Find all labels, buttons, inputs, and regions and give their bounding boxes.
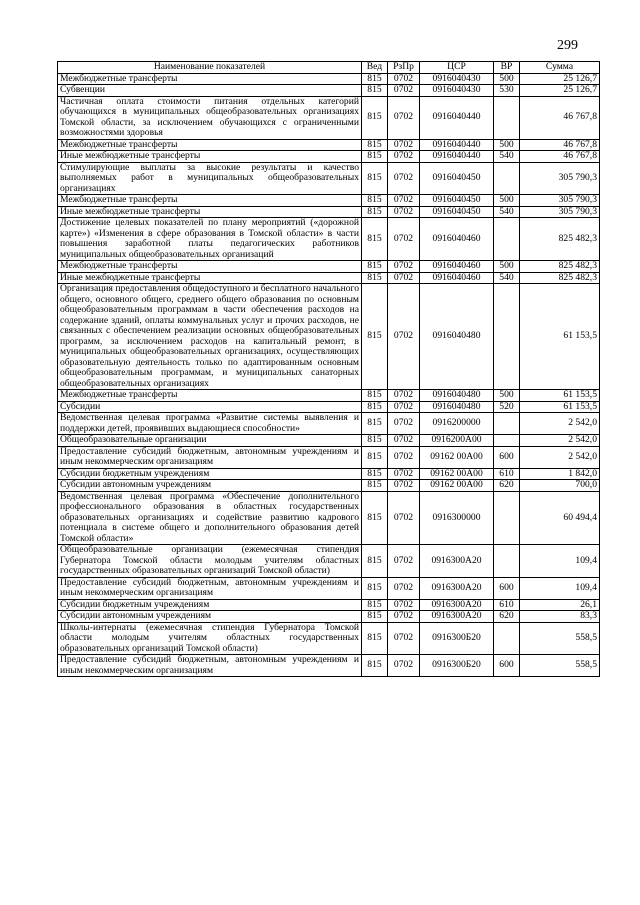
cell-csr: 09162 00А00 [420, 468, 494, 480]
page-number: 299 [557, 38, 578, 53]
cell-name: Субсидии [58, 401, 362, 413]
cell-name: Субсидии автономным учреждениям [58, 480, 362, 492]
cell-sum: 46 767,8 [520, 96, 600, 139]
cell-sum: 700,0 [520, 480, 600, 492]
cell-name: Общеобразовательные организации (ежемесячная стипендия Губернатора Томской области молодым учителям областных государственных образовательных организаций Томской области) [58, 545, 362, 578]
table-row [58, 622, 600, 655]
cell-csr: 0916040440 [420, 96, 494, 139]
cell-sum: 61 153,5 [520, 390, 600, 402]
cell-rzpr: 0702 [388, 206, 420, 218]
cell-sum: 825 482,3 [520, 218, 600, 261]
cell-csr: 0916040480 [420, 390, 494, 402]
cell-name: Иные межбюджетные трансферты [58, 151, 362, 163]
cell-vr: 520 [494, 401, 520, 413]
cell-sum: 46 767,8 [520, 151, 600, 163]
cell-rzpr: 0702 [388, 139, 420, 151]
table-row [58, 390, 600, 402]
cell-csr: 0916040450 [420, 162, 494, 195]
cell-ved: 815 [362, 162, 388, 195]
cell-csr: 0916040460 [420, 218, 494, 261]
table-row [58, 261, 600, 273]
table-row [58, 272, 600, 284]
cell-vr: 620 [494, 480, 520, 492]
cell-csr: 0916040460 [420, 272, 494, 284]
cell-rzpr: 0702 [388, 85, 420, 97]
budget-table [57, 61, 600, 677]
header-vr: ВР [494, 62, 520, 74]
cell-csr: 0916040440 [420, 151, 494, 163]
cell-name: Школы-интернаты (ежемесячная стипендия Губернатора Томской области молодым учителям областных государственных образовательных организаций Томской области) [58, 622, 362, 655]
cell-rzpr: 0702 [388, 599, 420, 611]
cell-vr: 540 [494, 206, 520, 218]
cell-csr: 0916040430 [420, 73, 494, 85]
table-row [58, 655, 600, 677]
cell-ved: 815 [362, 622, 388, 655]
cell-csr: 0916040480 [420, 284, 494, 390]
cell-csr: 0916040460 [420, 261, 494, 273]
cell-vr [494, 162, 520, 195]
cell-ved: 815 [362, 96, 388, 139]
cell-sum: 558,5 [520, 622, 600, 655]
cell-ved: 815 [362, 284, 388, 390]
cell-vr: 620 [494, 611, 520, 623]
cell-rzpr: 0702 [388, 195, 420, 207]
cell-csr: 09162 00А00 [420, 446, 494, 468]
cell-name: Иные межбюджетные трансферты [58, 206, 362, 218]
cell-rzpr: 0702 [388, 545, 420, 578]
cell-ved: 815 [362, 390, 388, 402]
cell-csr: 0916300А20 [420, 545, 494, 578]
cell-ved: 815 [362, 446, 388, 468]
cell-ved: 815 [362, 272, 388, 284]
cell-name: Предоставление субсидий бюджетным, автономным учреждениям и иным некоммерческим организациям [58, 446, 362, 468]
cell-rzpr: 0702 [388, 491, 420, 545]
table-row [58, 491, 600, 545]
table-row [58, 195, 600, 207]
cell-name: Ведомственная целевая программа «Развитие системы выявления и поддержки детей, проявивших выдающиеся способности» [58, 413, 362, 435]
table-row [58, 577, 600, 599]
cell-name: Иные межбюджетные трансферты [58, 272, 362, 284]
cell-rzpr: 0702 [388, 468, 420, 480]
cell-ved: 815 [362, 139, 388, 151]
cell-rzpr: 0702 [388, 446, 420, 468]
cell-name: Предоставление субсидий бюджетным, автономным учреждениям и иным некоммерческим организациям [58, 577, 362, 599]
cell-name: Предоставление субсидий бюджетным, автономным учреждениям и иным некоммерческим организациям [58, 655, 362, 677]
cell-rzpr: 0702 [388, 435, 420, 447]
cell-vr [494, 435, 520, 447]
table-row [58, 162, 600, 195]
header-csr: ЦСР [420, 62, 494, 74]
cell-vr: 600 [494, 577, 520, 599]
table-row [58, 468, 600, 480]
cell-sum: 25 126,7 [520, 73, 600, 85]
cell-rzpr: 0702 [388, 480, 420, 492]
cell-csr: 0916300Б20 [420, 655, 494, 677]
table-row [58, 206, 600, 218]
table-row [58, 599, 600, 611]
cell-csr: 0916200А00 [420, 435, 494, 447]
table-row [58, 85, 600, 97]
cell-vr [494, 218, 520, 261]
cell-name: Субсидии бюджетным учреждениям [58, 599, 362, 611]
cell-csr: 09162 00А00 [420, 480, 494, 492]
table-row [58, 96, 600, 139]
cell-vr: 500 [494, 73, 520, 85]
cell-csr: 0916300А20 [420, 611, 494, 623]
cell-sum: 109,4 [520, 577, 600, 599]
cell-vr [494, 413, 520, 435]
cell-rzpr: 0702 [388, 390, 420, 402]
cell-rzpr: 0702 [388, 151, 420, 163]
cell-ved: 815 [362, 577, 388, 599]
table-row [58, 73, 600, 85]
cell-ved: 815 [362, 218, 388, 261]
table-row [58, 545, 600, 578]
cell-sum: 26,1 [520, 599, 600, 611]
cell-csr: 0916200000 [420, 413, 494, 435]
cell-name: Межбюджетные трансферты [58, 195, 362, 207]
cell-rzpr: 0702 [388, 261, 420, 273]
cell-name: Межбюджетные трансферты [58, 73, 362, 85]
cell-ved: 815 [362, 195, 388, 207]
table-row [58, 284, 600, 390]
cell-ved: 815 [362, 468, 388, 480]
cell-csr: 0916040440 [420, 139, 494, 151]
cell-name: Частичная оплата стоимости питания отдельных категорий обучающихся в муниципальных общеобразовательных организациях Томской области, за исключением обучающихся с ограниченными возможностями здоровья [58, 96, 362, 139]
cell-name: Межбюджетные трансферты [58, 261, 362, 273]
table-row [58, 151, 600, 163]
cell-rzpr: 0702 [388, 73, 420, 85]
cell-sum: 61 153,5 [520, 401, 600, 413]
cell-rzpr: 0702 [388, 272, 420, 284]
cell-ved: 815 [362, 151, 388, 163]
cell-ved: 815 [362, 261, 388, 273]
cell-sum: 558,5 [520, 655, 600, 677]
cell-vr [494, 96, 520, 139]
cell-sum: 305 790,3 [520, 162, 600, 195]
table-header-row [58, 62, 600, 74]
cell-rzpr: 0702 [388, 655, 420, 677]
cell-ved: 815 [362, 85, 388, 97]
cell-ved: 815 [362, 545, 388, 578]
header-name: Наименование показателей [58, 62, 362, 74]
cell-ved: 815 [362, 491, 388, 545]
cell-vr: 540 [494, 272, 520, 284]
cell-ved: 815 [362, 435, 388, 447]
cell-sum: 1 842,0 [520, 468, 600, 480]
cell-vr [494, 284, 520, 390]
header-sum: Сумма [520, 62, 600, 74]
cell-rzpr: 0702 [388, 284, 420, 390]
cell-sum: 2 542,0 [520, 435, 600, 447]
cell-rzpr: 0702 [388, 622, 420, 655]
cell-sum: 46 767,8 [520, 139, 600, 151]
cell-sum: 109,4 [520, 545, 600, 578]
cell-sum: 61 153,5 [520, 284, 600, 390]
cell-sum: 305 790,3 [520, 206, 600, 218]
table-row [58, 401, 600, 413]
cell-vr: 500 [494, 390, 520, 402]
cell-name: Субсидии бюджетным учреждениям [58, 468, 362, 480]
cell-ved: 815 [362, 401, 388, 413]
cell-sum: 825 482,3 [520, 261, 600, 273]
table-row [58, 435, 600, 447]
cell-sum: 60 494,4 [520, 491, 600, 545]
cell-name: Достижение целевых показателей по плану мероприятий («дорожной карте») «Изменения в сфере образования в Томской области» в части повышения заработной платы педагогических работников муниципальных общеобразовательных организаций [58, 218, 362, 261]
cell-name: Стимулирующие выплаты за высокие результаты и качество выполняемых работ в муниципальных общеобразовательных организациях [58, 162, 362, 195]
cell-rzpr: 0702 [388, 611, 420, 623]
cell-sum: 83,3 [520, 611, 600, 623]
cell-name: Организация предоставления общедоступного и бесплатного начального общего, основного общего, среднего общего образования по основным общеобразовательным программам в части обеспечения расходов на содержание зданий, оплаты коммунальных услуг и прочих расходов, не связанных с обеспечением реализации основных общеобразовательных программ, за исключением расходов на капитальный ремонт, в муниципальных общеобразовательных организациях, осуществляющих образовательную деятельность только по адаптированным основным общеобразовательным программам, и муниципальных санаторных общеобразовательных организациях [58, 284, 362, 390]
cell-csr: 0916300А20 [420, 577, 494, 599]
cell-rzpr: 0702 [388, 162, 420, 195]
cell-vr: 500 [494, 261, 520, 273]
cell-ved: 815 [362, 206, 388, 218]
table-row [58, 413, 600, 435]
cell-ved: 815 [362, 73, 388, 85]
cell-csr: 0916040480 [420, 401, 494, 413]
cell-vr: 600 [494, 446, 520, 468]
cell-csr: 0916300000 [420, 491, 494, 545]
cell-csr: 0916040430 [420, 85, 494, 97]
cell-csr: 0916040450 [420, 195, 494, 207]
cell-vr: 610 [494, 599, 520, 611]
cell-vr: 600 [494, 655, 520, 677]
cell-name: Субвенции [58, 85, 362, 97]
cell-vr [494, 545, 520, 578]
cell-ved: 815 [362, 611, 388, 623]
cell-csr: 0916300А20 [420, 599, 494, 611]
cell-rzpr: 0702 [388, 577, 420, 599]
cell-sum: 305 790,3 [520, 195, 600, 207]
table-row [58, 218, 600, 261]
cell-rzpr: 0702 [388, 96, 420, 139]
cell-name: Межбюджетные трансферты [58, 139, 362, 151]
header-ved: Вед [362, 62, 388, 74]
cell-rzpr: 0702 [388, 413, 420, 435]
table-row [58, 139, 600, 151]
cell-sum: 2 542,0 [520, 413, 600, 435]
cell-rzpr: 0702 [388, 401, 420, 413]
cell-vr: 500 [494, 139, 520, 151]
cell-ved: 815 [362, 480, 388, 492]
cell-vr: 500 [494, 195, 520, 207]
header-rzpr: РзПр [388, 62, 420, 74]
cell-name: Ведомственная целевая программа «Обеспечение дополнительного профессионального образования в областных государственных образовательных организациях и содействие развитию кадрового потенциала в системе общего и дополнительного образования детей Томской области» [58, 491, 362, 545]
cell-vr [494, 622, 520, 655]
cell-ved: 815 [362, 655, 388, 677]
cell-vr: 540 [494, 151, 520, 163]
cell-sum: 825 482,3 [520, 272, 600, 284]
cell-csr: 0916300Б20 [420, 622, 494, 655]
cell-sum: 2 542,0 [520, 446, 600, 468]
table-row [58, 446, 600, 468]
cell-ved: 815 [362, 599, 388, 611]
cell-csr: 0916040450 [420, 206, 494, 218]
cell-vr [494, 491, 520, 545]
cell-sum: 25 126,7 [520, 85, 600, 97]
cell-name: Межбюджетные трансферты [58, 390, 362, 402]
cell-rzpr: 0702 [388, 218, 420, 261]
cell-vr: 610 [494, 468, 520, 480]
cell-name: Субсидии автономным учреждениям [58, 611, 362, 623]
table-body [58, 73, 600, 677]
cell-name: Общеобразовательные организации [58, 435, 362, 447]
table-row [58, 480, 600, 492]
cell-ved: 815 [362, 413, 388, 435]
table-row [58, 611, 600, 623]
cell-vr: 530 [494, 85, 520, 97]
